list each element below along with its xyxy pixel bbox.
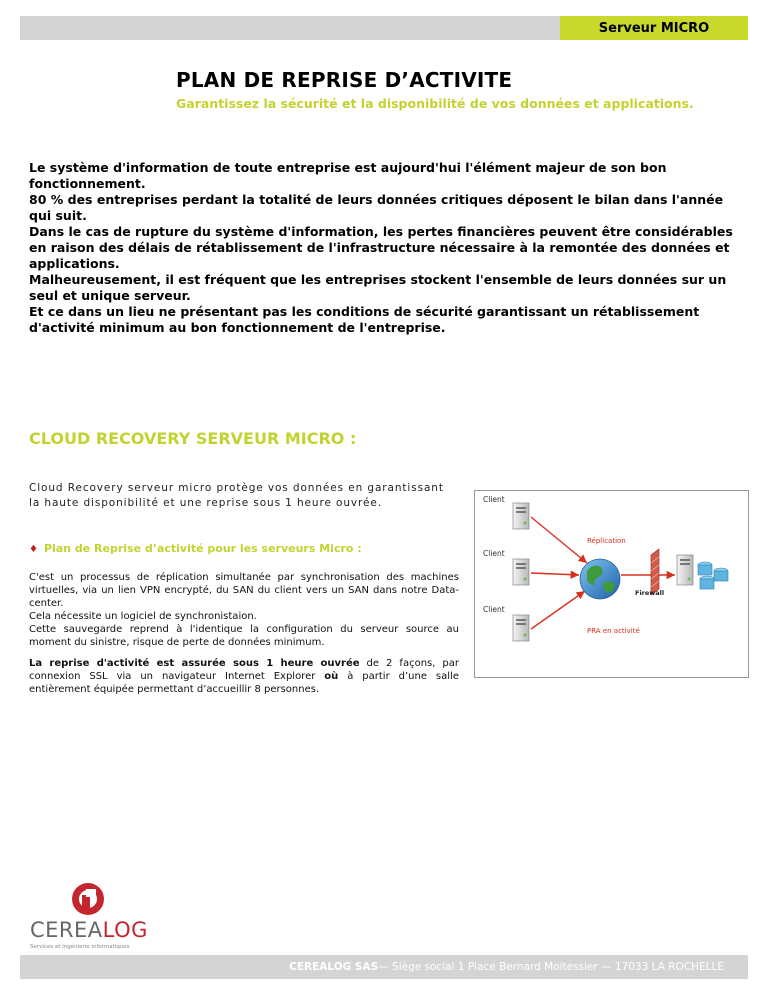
company-logo bbox=[30, 881, 170, 951]
page-title: PLAN DE REPRISE D’ACTIVITE bbox=[176, 68, 513, 92]
cerealog-logo bbox=[30, 881, 170, 951]
bullet-heading-text: Plan de Reprise d’activité pour les serveurs Micro : bbox=[43, 542, 362, 555]
process-paragraph bbox=[29, 571, 459, 649]
recovery-text-end: à partir d’une salle entièrement équipée permettant d’accueillir 8 personnes. bbox=[29, 671, 459, 695]
header-tag: Serveur MICRO bbox=[560, 16, 748, 40]
intro-paragraph: Et ce dans un lieu ne présentant pas les conditions de sécurité garantissant un rétablissement d'activité minimum au bon fonctionnement de l'entreprise. bbox=[29, 304, 700, 335]
storage-icon bbox=[698, 562, 728, 589]
process-line: Cette sauvegarde reprend à l'identique la configuration du serveur source au moment du sinistre, risque de perte de données minimum. bbox=[29, 624, 459, 648]
process-line: C'est un processus de réplication simultanée par synchronisation des machines virtuelles, via un lien VPN encrypté, du SAN du client vers un SAN dans notre Data-center. bbox=[29, 572, 459, 609]
bullet-heading bbox=[29, 542, 362, 555]
client-label: Client bbox=[483, 605, 505, 614]
logo-wordmark: CEREALOG bbox=[30, 918, 148, 942]
logo-tagline: Services et ingénierie informatiques bbox=[30, 944, 130, 950]
client-label: Client bbox=[483, 495, 505, 504]
replication-arrow bbox=[531, 591, 585, 629]
pra-label: PRA en activité bbox=[587, 627, 640, 635]
intro-text bbox=[29, 160, 739, 336]
replication-diagram bbox=[474, 490, 749, 678]
page-subtitle: Garantissez la sécurité et la disponibilité de vos données et applications. bbox=[176, 96, 694, 111]
footer-company: CEREALOG SAS bbox=[289, 961, 379, 973]
footer-bar bbox=[20, 955, 748, 979]
client-server-icon bbox=[513, 503, 529, 529]
intro-paragraph: Dans le cas de rupture du système d'information, les pertes financières peuvent être considérables en raison des délais de rétablissement de l'infrastructure nécessaire à la remontée des données et applications. bbox=[29, 224, 733, 271]
process-line: Cela nécessite un logiciel de synchronistaion. bbox=[29, 611, 257, 622]
recovery-bold-word: où bbox=[324, 671, 339, 682]
intro-paragraph: 80 % des entreprises perdant la totalité de leurs données critiques déposent le bilan dans l'année qui suit. bbox=[29, 192, 724, 223]
section-heading: CLOUD RECOVERY SERVEUR MICRO : bbox=[29, 429, 357, 448]
footer-text bbox=[289, 955, 724, 979]
recovery-bold-text: La reprise d'activité est assurée sous 1 heure ouvrée bbox=[29, 658, 360, 669]
client-label: Client bbox=[483, 549, 505, 558]
globe-icon bbox=[580, 559, 620, 599]
diamond-bullet-icon: ♦ bbox=[29, 544, 38, 555]
intro-paragraph: Le système d'information de toute entreprise est aujourd'hui l'élément majeur de son bon fonctionnement. bbox=[29, 160, 667, 191]
datacenter-server-icon bbox=[677, 555, 693, 585]
intro-paragraph: Malheureusement, il est fréquent que les entreprises stockent l'ensemble de leurs données sur un seul et unique serveur. bbox=[29, 272, 727, 303]
recovery-text: de 2 façons, par connexion SSL via un navigateur Internet Explorer bbox=[29, 658, 460, 682]
firewall-label: Firewall bbox=[635, 589, 665, 597]
header-bar bbox=[20, 16, 748, 40]
section-lead: Cloud Recovery serveur micro protège vos données en garantissant la haute disponibilité et une reprise sous 1 heure ouvrée. bbox=[29, 482, 444, 509]
footer-address: — Siège social 1 Place Bernard Moitessier — 17033 LA ROCHELLE bbox=[378, 961, 724, 973]
recovery-paragraph bbox=[29, 657, 459, 696]
replication-arrow bbox=[531, 517, 587, 563]
replication-arrow bbox=[531, 573, 579, 575]
diagram-svg bbox=[475, 491, 748, 677]
replication-label: Réplication bbox=[587, 537, 626, 545]
client-server-icon bbox=[513, 559, 529, 585]
client-server-icon bbox=[513, 615, 529, 641]
